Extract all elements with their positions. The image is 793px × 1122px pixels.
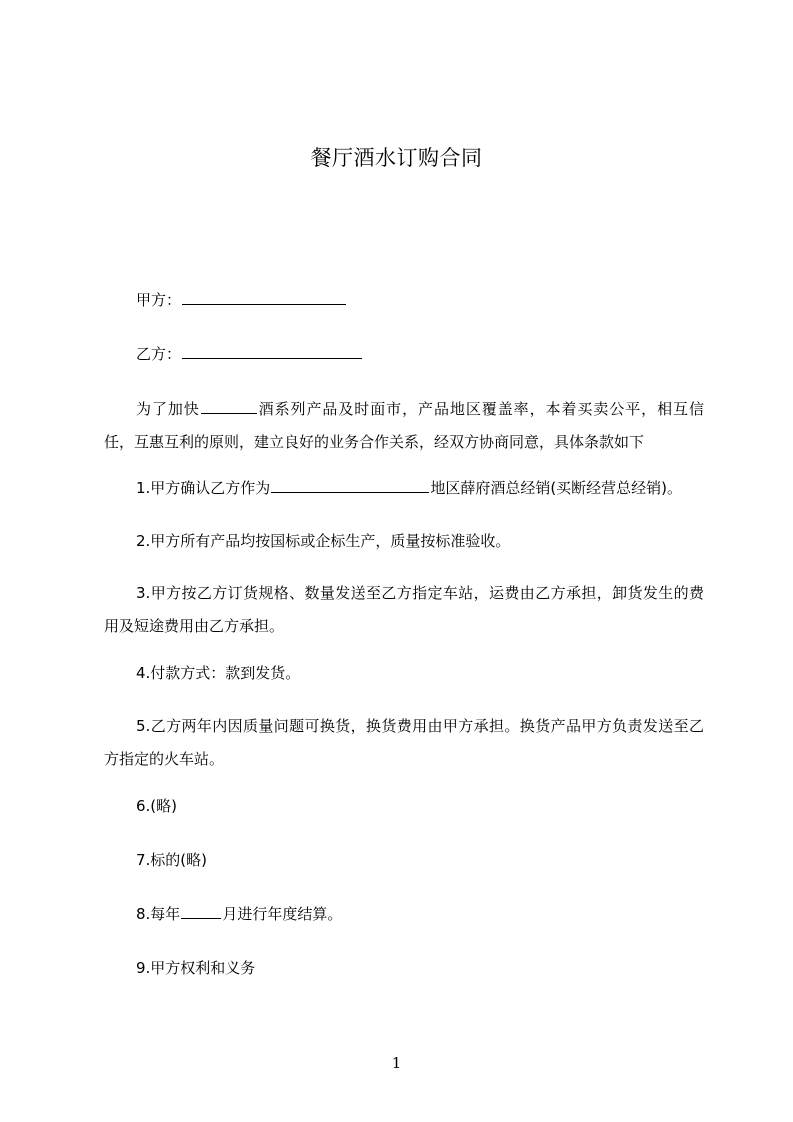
page-number: 1	[391, 1054, 402, 1072]
party-b-line	[136, 338, 363, 371]
clause-8-text-start: 8.每年	[136, 905, 181, 923]
clause-8-blank	[181, 904, 221, 919]
party-a-blank	[182, 290, 346, 305]
intro-text-end: 酒系列产品及时面市，产品地区覆盖率，本着买卖公平，相互信任，互惠互利的原则，建立良好的业务合作关系，经双方协商同意，具体条款如下	[104, 400, 704, 451]
clause-3: 3.甲方按乙方订货规格、数量发送至乙方指定车站，运费由乙方承担，卸货发生的费用及短途费用由乙方承担。	[104, 584, 704, 635]
clause-8-text-end: 月进行年度结算。	[222, 905, 343, 923]
clause-1	[136, 472, 682, 505]
clause-1-text-start: 1.甲方确认乙方作为	[136, 479, 271, 497]
clause-1-blank	[271, 478, 429, 493]
clause-8	[136, 898, 342, 931]
document-title: 餐厅酒水订购合同	[310, 146, 483, 170]
clause-6: 6.(略)	[136, 797, 178, 815]
party-a-label: 甲方：	[136, 291, 182, 309]
clause-2: 2.甲方所有产品均按国标或企标生产，质量按标准验收。	[136, 532, 511, 550]
clause-4: 4.付款方式：款到发货。	[136, 664, 301, 682]
intro-blank	[201, 399, 257, 414]
party-b-label: 乙方：	[136, 345, 182, 363]
clause-9: 9.甲方权利和义务	[136, 959, 256, 977]
party-a-line	[136, 284, 347, 317]
intro-paragraph	[104, 393, 704, 459]
intro-text-start: 为了加快	[136, 400, 200, 418]
clause-1-text-end: 地区薛府酒总经销(买断经营总经销)。	[430, 479, 683, 497]
clause-5: 5.乙方两年内因质量问题可换货，换货费用由甲方承担。换货产品甲方负责发送至乙方指定的火车站。	[104, 717, 704, 768]
clause-7: 7.标的(略)	[136, 851, 208, 869]
party-b-blank	[182, 344, 362, 359]
